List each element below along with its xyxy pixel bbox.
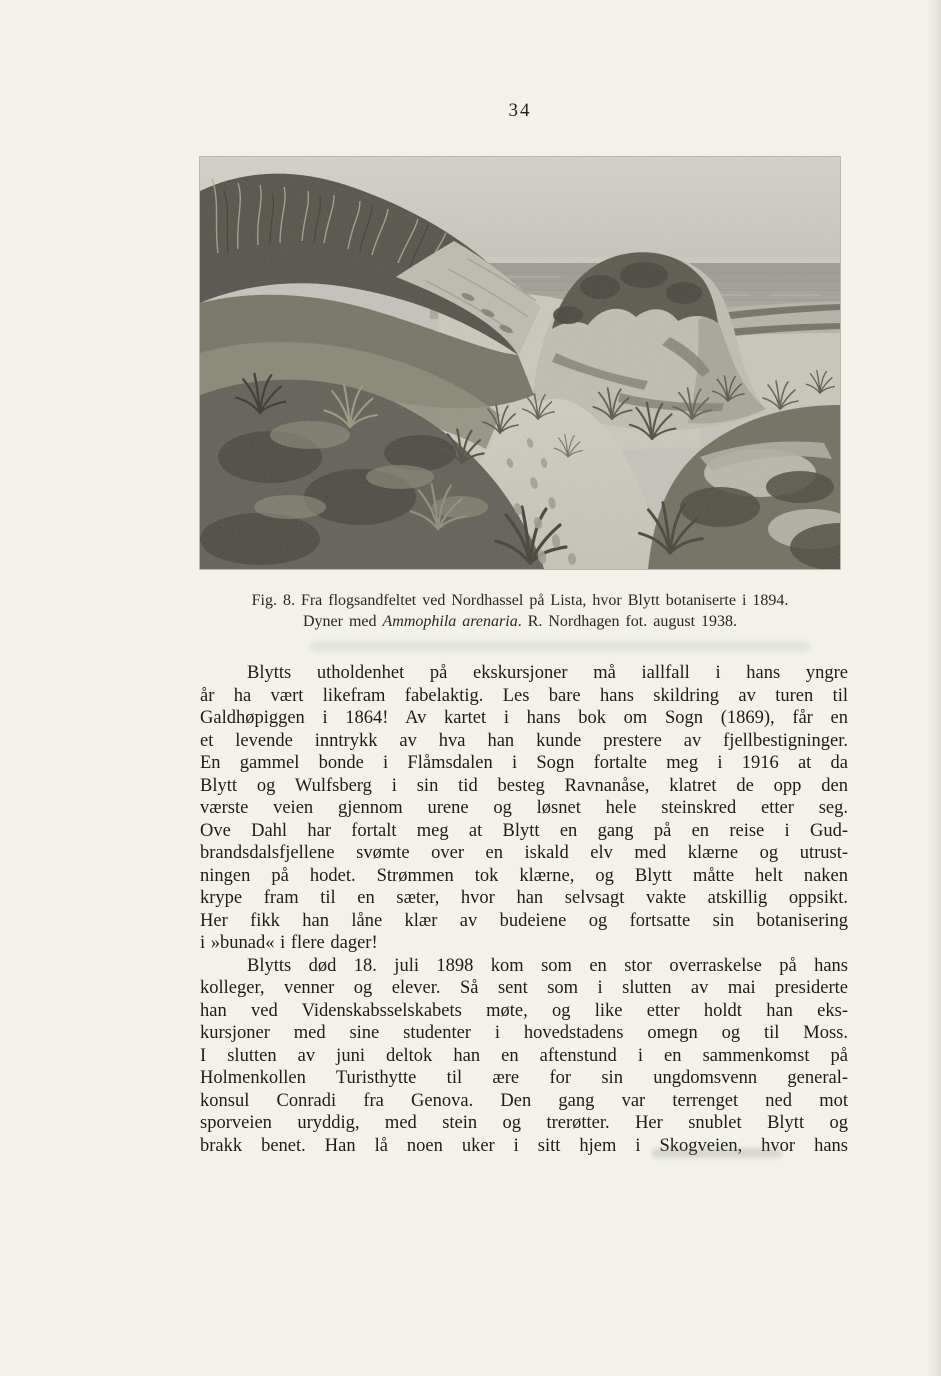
text-line: Her fikk han låne klær av budeiene og fortsatte sin botanisering <box>200 910 848 931</box>
bleed-through-smudge <box>310 641 810 652</box>
text-line: brandsdalsfjellene svømte over en iskald elv med klærne og utrust- <box>200 843 848 863</box>
text-line: han ved Videnskabsselskabets møte, og like etter holdt han eks- <box>200 1000 848 1021</box>
body-text <box>200 662 848 1157</box>
text-line: kursjoner med sine studenter i hovedstadens omegn og til Moss. <box>200 1023 848 1043</box>
text-line: kolleger, venner og elever. Så sent som i slutten av mai presiderte <box>200 978 848 998</box>
text-line: i »bunad« i flere dager! <box>200 933 378 953</box>
caption-text-prefix: Dyner med <box>302 613 383 630</box>
dune-photo-illustration <box>200 157 840 569</box>
text-line: Ove Dahl har fortalt meg at Blytt en gang på en reise i Gud- <box>200 820 848 841</box>
figure-caption-line2 <box>192 611 848 632</box>
text-line: Galdhøpiggen i 1864! Av kartet i hans bok om Sogn (1869), får en <box>200 708 848 728</box>
text-line: En gammel bonde i Flåmsdalen i Sogn fortalte meg i 1916 at da <box>200 753 848 773</box>
text-line: konsul Conradi fra Genova. Den gang var terrenget ned mot <box>200 1090 848 1111</box>
text-line: brakk benet. Han lå noen uker i sitt hjem i Skogveien, hvor hans <box>200 1135 848 1156</box>
text-line: Holmenkollen Turisthytte til ære for sin ungdomsvenn general- <box>200 1068 848 1088</box>
photo-grain-overlay <box>200 157 840 569</box>
text-line: Blytts utholdenhet på ekskursjoner må iallfall i hans yngre <box>247 663 848 683</box>
text-line: et levende inntrykk av hva han kunde prestere av fjellbestigninger. <box>200 730 848 751</box>
caption-species-name: Ammophila arenaria <box>382 613 518 630</box>
text-line: Blytts død 18. juli 1898 kom som en stor overraskelse på hans <box>247 955 848 976</box>
caption-text-suffix: . R. Nordhagen fot. august 1938. <box>517 613 738 630</box>
text-line: krype fram til en sæter, hvor han selvsagt vakte atskillig oppsikt. <box>200 888 848 908</box>
text-line: værste veien gjennom urene og løsnet hele steinskred etter seg. <box>200 798 848 818</box>
scan-edge-shadow <box>927 0 941 1376</box>
figure-caption-line1: Fig. 8. Fra flogsandfeltet ved Nordhassel på Lista, hvor Blytt botaniserte i 1894. <box>251 592 789 609</box>
text-line: ningen på hodet. Strømmen tok klærne, og Blytt måtte helt naken <box>200 865 848 886</box>
text-line: år ha vært likefram fabelaktig. Les bare hans skildring av turen til <box>200 685 848 706</box>
bleed-through-smudge <box>652 1148 782 1158</box>
text-line: sporveien uryddig, med stein og trerøtter. Her snublet Blytt og <box>200 1113 848 1133</box>
page-number: 34 <box>508 100 532 121</box>
figure-photo <box>200 157 840 569</box>
text-line: I slutten av juni deltok han en aftenstund i en sammenkomst på <box>200 1045 848 1066</box>
text-line: Blytt og Wulfsberg i sin tid besteg Ravnanåse, klatret de opp den <box>200 775 848 796</box>
figure-caption <box>192 590 848 632</box>
